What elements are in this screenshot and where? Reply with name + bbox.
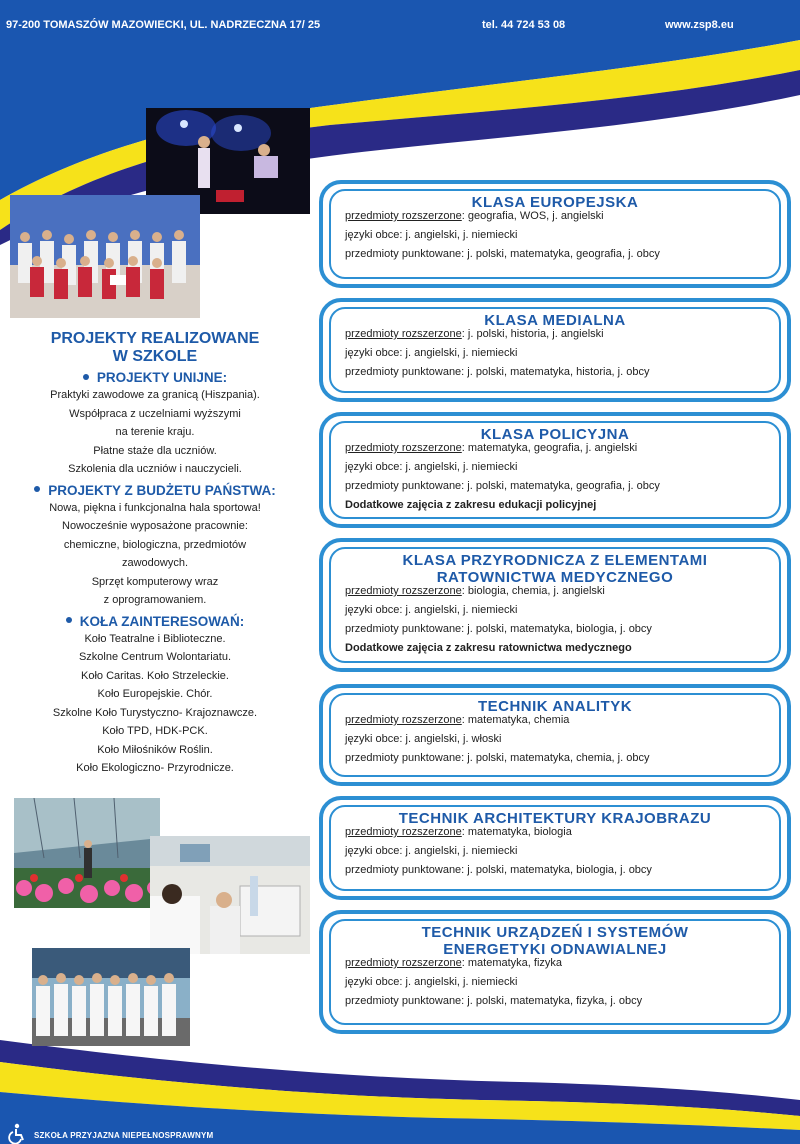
extended-subjects-line: [345, 711, 773, 730]
extended-subjects-value: : matematyka, fizyka: [461, 957, 563, 969]
class-detail-line: przedmioty punktowane: j. polski, matematyka, geografia, j. obcy: [345, 248, 660, 260]
additional-classes-note: Dodatkowe zajęcia z zakresu edukacji policyjnej: [345, 499, 597, 511]
group-photo-with-certificates: [10, 195, 200, 318]
project-item: na terenie kraju.: [115, 426, 195, 438]
extended-subjects-label: przedmioty rozszerzone: [345, 826, 462, 838]
class-card: [319, 538, 791, 672]
project-section: [0, 483, 310, 610]
project-item: Nowa, piękna i funkcjonalna hala sportowa!: [49, 501, 261, 514]
class-card-title: KLASA MEDIALNA: [484, 312, 626, 329]
class-detail-line: języki obce: j. angielski, j. niemiecki: [345, 461, 518, 473]
class-card-title: KLASA EUROPEJSKA: [471, 194, 639, 211]
laboratory-students-photo: [150, 836, 310, 954]
project-item: Koło Caritas. Koło Strzeleckie.: [81, 669, 229, 682]
extended-subjects-label: przedmioty rozszerzone: [345, 714, 462, 726]
class-card: [319, 684, 791, 786]
extended-subjects-label: przedmioty rozszerzone: [345, 210, 462, 222]
project-item: Szkolne Centrum Wolontariatu.: [78, 651, 232, 663]
class-card: [319, 910, 791, 1034]
class-card-details: [345, 207, 773, 264]
wheelchair-icon: [6, 1122, 28, 1144]
project-item: Sprzęt komputerowy wraz: [91, 575, 219, 588]
project-item: Szkolenia dla uczniów i nauczycieli.: [68, 463, 242, 475]
extended-subjects-label: przedmioty rozszerzone: [345, 442, 462, 454]
extended-subjects-value: : matematyka, geografia, j. angielski: [461, 442, 638, 454]
extended-subjects-value: : biologia, chemia, j. angielski: [461, 585, 605, 597]
project-item: z oprogramowaniem.: [103, 594, 207, 606]
class-card-title: TECHNIK ARCHITEKTURY KRAJOBRAZU: [398, 810, 712, 827]
class-detail-line: przedmioty punktowane: j. polski, matematyka, biologia, j. obcy: [345, 864, 652, 876]
project-item: Koło Miłośników Roślin.: [97, 743, 213, 756]
project-item: Koło Teatralne i Biblioteczne.: [84, 632, 226, 645]
project-item: chemiczne, biologiczna, przedmiotów: [63, 538, 247, 551]
class-card-details: [345, 954, 773, 1011]
extended-subjects-value: : matematyka, biologia: [461, 826, 572, 838]
class-detail-line: przedmioty punktowane: j. polski, matematyka, fizyka, j. obcy: [345, 995, 643, 1007]
class-card-details: [345, 711, 773, 768]
extended-subjects-value: : j. polski, historia, j. angielski: [461, 328, 604, 340]
class-card-details: [345, 582, 773, 658]
class-card: [319, 412, 791, 528]
class-card-title: KLASA POLICYJNA: [480, 426, 630, 443]
class-card: [319, 180, 791, 288]
extended-subjects-label: przedmioty rozszerzone: [345, 957, 462, 969]
class-detail-line: języki obce: j. angielski, j. niemiecki: [345, 845, 518, 857]
project-section: [0, 370, 310, 479]
projects-section: [0, 330, 310, 778]
class-detail-line: języki obce: j. angielski, j. włoski: [345, 733, 502, 745]
class-detail-line: przedmioty punktowane: j. polski, matematyka, biologia, j. obcy: [345, 623, 652, 635]
projects-title: PROJEKTY REALIZOWANE W SZKOLE: [50, 330, 260, 365]
extended-subjects-label: przedmioty rozszerzone: [345, 585, 462, 597]
class-card-details: [345, 325, 773, 382]
extended-subjects-line: [345, 325, 773, 344]
additional-classes-note: Dodatkowe zajęcia z zakresu ratownictwa medycznego: [345, 642, 632, 654]
class-card: [319, 796, 791, 900]
project-item: Koło Europejskie. Chór.: [97, 688, 213, 700]
school-address: 97-200 TOMASZÓW MAZOWIECKI, UL. NADRZECZNA 17/ 25: [6, 19, 321, 31]
bullet-icon: [83, 374, 89, 380]
class-detail-line: przedmioty punktowane: j. polski, matematyka, historia, j. obcy: [345, 366, 650, 378]
extended-subjects-line: [345, 207, 773, 226]
class-detail-line: przedmioty punktowane: j. polski, matematyka, geografia, j. obcy: [345, 480, 660, 492]
project-item: Współpraca z uczelniami wyższymi: [69, 407, 241, 420]
project-section-heading: PROJEKTY UNIJNE:: [0, 370, 310, 386]
class-detail-line: języki obce: j. angielski, j. niemiecki: [345, 347, 518, 359]
header-bar: [0, 0, 800, 58]
class-card-title: TECHNIK URZĄDZEŃ I SYSTEMÓW ENERGETYKI ODNAWIALNEJ: [421, 924, 689, 958]
project-item: Nowocześnie wyposażone pracownie:: [62, 520, 248, 532]
class-card-title: KLASA PRZYRODNICZA Z ELEMENTAMI RATOWNICTWA MEDYCZNEGO: [402, 552, 708, 586]
project-item: Koło TPD, HDK-PCK.: [102, 725, 208, 737]
website-link[interactable]: www.zsp8.eu: [665, 19, 734, 31]
project-item: Praktyki zawodowe za granicą (Hiszpania).: [50, 389, 260, 401]
project-section-heading: KOŁA ZAINTERESOWAŃ:: [0, 614, 310, 630]
phone-number: tel. 44 724 53 08: [482, 19, 566, 31]
class-card-title: TECHNIK ANALITYK: [477, 698, 633, 715]
class-detail-line: języki obce: j. angielski, j. niemiecki: [345, 976, 518, 988]
extended-subjects-line: [345, 823, 773, 842]
bullet-icon: [34, 486, 40, 492]
class-card-details: [345, 439, 773, 515]
project-item: zawodowych.: [121, 557, 189, 569]
project-section: [0, 614, 310, 778]
greenhouse-flowers-photo: [14, 798, 160, 908]
class-detail-line: języki obce: j. angielski, j. niemiecki: [345, 229, 518, 241]
class-card-details: [345, 823, 773, 880]
extended-subjects-value: : matematyka, chemia: [461, 714, 570, 726]
project-item: Szkolne Koło Turystyczno- Krajoznawcze.: [52, 706, 258, 719]
extended-subjects-line: [345, 582, 773, 601]
group-in-lab-coats-photo: [32, 948, 190, 1046]
extended-subjects-value: : geografia, WOS, j. angielski: [461, 210, 604, 222]
project-item: Koło Ekologiczno- Przyrodnicze.: [76, 762, 234, 774]
footer-accessibility-text: SZKOŁA PRZYJAZNA NIEPEŁNOSPRAWNYM: [34, 1131, 214, 1140]
extended-subjects-label: przedmioty rozszerzone: [345, 328, 462, 340]
class-card: [319, 298, 791, 402]
class-detail-line: języki obce: j. angielski, j. niemiecki: [345, 604, 518, 616]
bullet-icon: [66, 617, 72, 623]
project-item: Płatne staże dla uczniów.: [93, 444, 217, 457]
extended-subjects-line: [345, 954, 773, 973]
extended-subjects-line: [345, 439, 773, 458]
class-detail-line: przedmioty punktowane: j. polski, matematyka, chemia, j. obcy: [345, 752, 650, 764]
project-section-heading: PROJEKTY Z BUDŻETU PAŃSTWA:: [0, 483, 310, 499]
